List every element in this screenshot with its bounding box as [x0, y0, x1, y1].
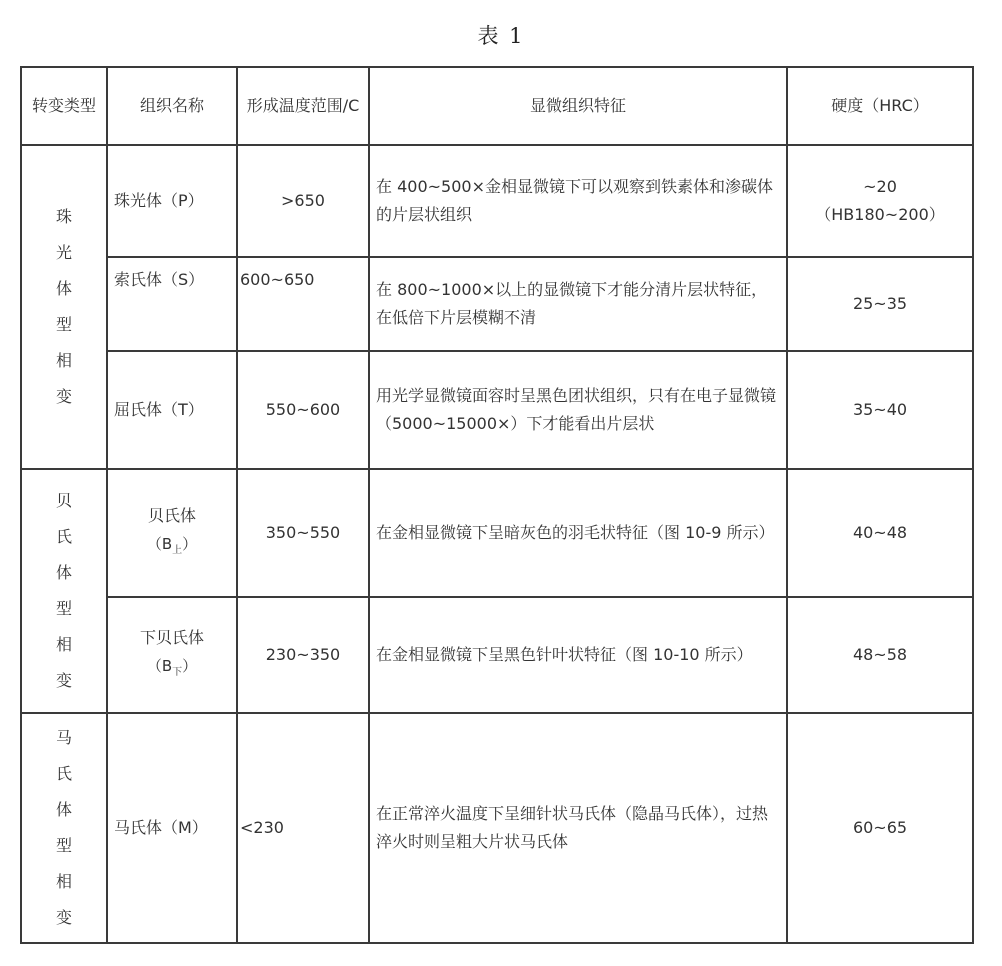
- header-feature: 显微组织特征: [369, 67, 787, 145]
- table-row: [21, 713, 973, 943]
- type-char: 氏: [55, 527, 72, 546]
- microstructure-feature: 在金相显微镜下呈黑色针叶状特征（图 10-10 所示）: [369, 597, 787, 713]
- type-char: 珠: [55, 207, 72, 226]
- type-cell-pearlite: [21, 145, 107, 469]
- header-type: 转变类型: [21, 67, 107, 145]
- structure-name-text: 下贝氏体: [139, 627, 204, 647]
- formation-temp: <230: [237, 713, 369, 943]
- type-char: 光: [55, 243, 72, 262]
- header-hardness: 硬度（HRC）: [787, 67, 973, 145]
- formation-temp: 350~550: [237, 469, 369, 597]
- type-char: 变: [55, 908, 72, 927]
- structure-name: [107, 597, 237, 713]
- type-char: 体: [55, 279, 72, 298]
- hardness-value: ~20: [863, 177, 897, 196]
- table-row: [21, 257, 973, 351]
- hardness-hb-value: （HB180~200）: [815, 205, 945, 224]
- table-header-row: [21, 67, 973, 145]
- microstructure-feature: 在金相显微镜下呈暗灰色的羽毛状特征（图 10-9 所示）: [369, 469, 787, 597]
- hardness-value: 40~48: [787, 469, 973, 597]
- formation-temp: 230~350: [237, 597, 369, 713]
- structure-name-text: 贝氏体: [147, 505, 196, 525]
- type-char: 型: [55, 836, 72, 855]
- table-row: [21, 351, 973, 469]
- table-caption: 表 1: [477, 24, 525, 48]
- hardness-cell: [787, 145, 973, 257]
- hardness-value: 25~35: [787, 257, 973, 351]
- type-char: 变: [55, 387, 72, 406]
- type-char: 氏: [55, 764, 72, 783]
- type-char: 型: [55, 599, 72, 618]
- structure-name: 屈氏体（T）: [107, 351, 237, 469]
- type-char: 相: [55, 872, 72, 891]
- type-char: 相: [55, 635, 72, 654]
- type-cell-bainite: [21, 469, 107, 713]
- structure-symbol: $(B_上)$: [146, 534, 198, 556]
- formation-temp: 600~650: [237, 257, 369, 351]
- header-name: 组织名称: [107, 67, 237, 145]
- table-row: [21, 597, 973, 713]
- structure-name: 珠光体（P）: [107, 145, 237, 257]
- structure-symbol: $(B_下)$: [146, 656, 198, 678]
- table-row: [21, 145, 973, 257]
- type-char: 相: [55, 351, 72, 370]
- type-char: 变: [55, 671, 72, 690]
- microstructure-feature: 在 800~1000×以上的显微镜下才能分清片层状特征，在低倍下片层模糊不清: [369, 257, 787, 351]
- type-char: 体: [55, 563, 72, 582]
- table-row: [21, 469, 973, 597]
- microstructure-feature: 在正常淬火温度下呈细针状马氏体（隐晶马氏体），过热淬火时则呈粗大片状马氏体: [369, 713, 787, 943]
- microstructure-feature: 在 400~500×金相显微镜下可以观察到铁素体和渗碳体的片层状组织: [369, 145, 787, 257]
- hardness-value: 48~58: [787, 597, 973, 713]
- formation-temp: 550~600: [237, 351, 369, 469]
- structure-name: 马氏体（M）: [107, 713, 237, 943]
- type-cell-martensite: [21, 713, 107, 943]
- structure-name: [107, 469, 237, 597]
- type-char: 型: [55, 315, 72, 334]
- hardness-value: 35~40: [787, 351, 973, 469]
- microstructure-feature: 用光学显微镜面容时呈黑色团状组织，只有在电子显微镜（5000~15000×）下才能看出片层状: [369, 351, 787, 469]
- formation-temp: >650: [237, 145, 369, 257]
- structure-name: 索氏体（S）: [107, 257, 237, 351]
- type-char: 贝: [55, 491, 72, 510]
- hardness-value: 60~65: [787, 713, 973, 943]
- transformation-table: [20, 66, 974, 944]
- type-char: 体: [55, 800, 72, 819]
- header-temp: 形成温度范围/C: [237, 67, 369, 145]
- type-char: 马: [55, 728, 72, 747]
